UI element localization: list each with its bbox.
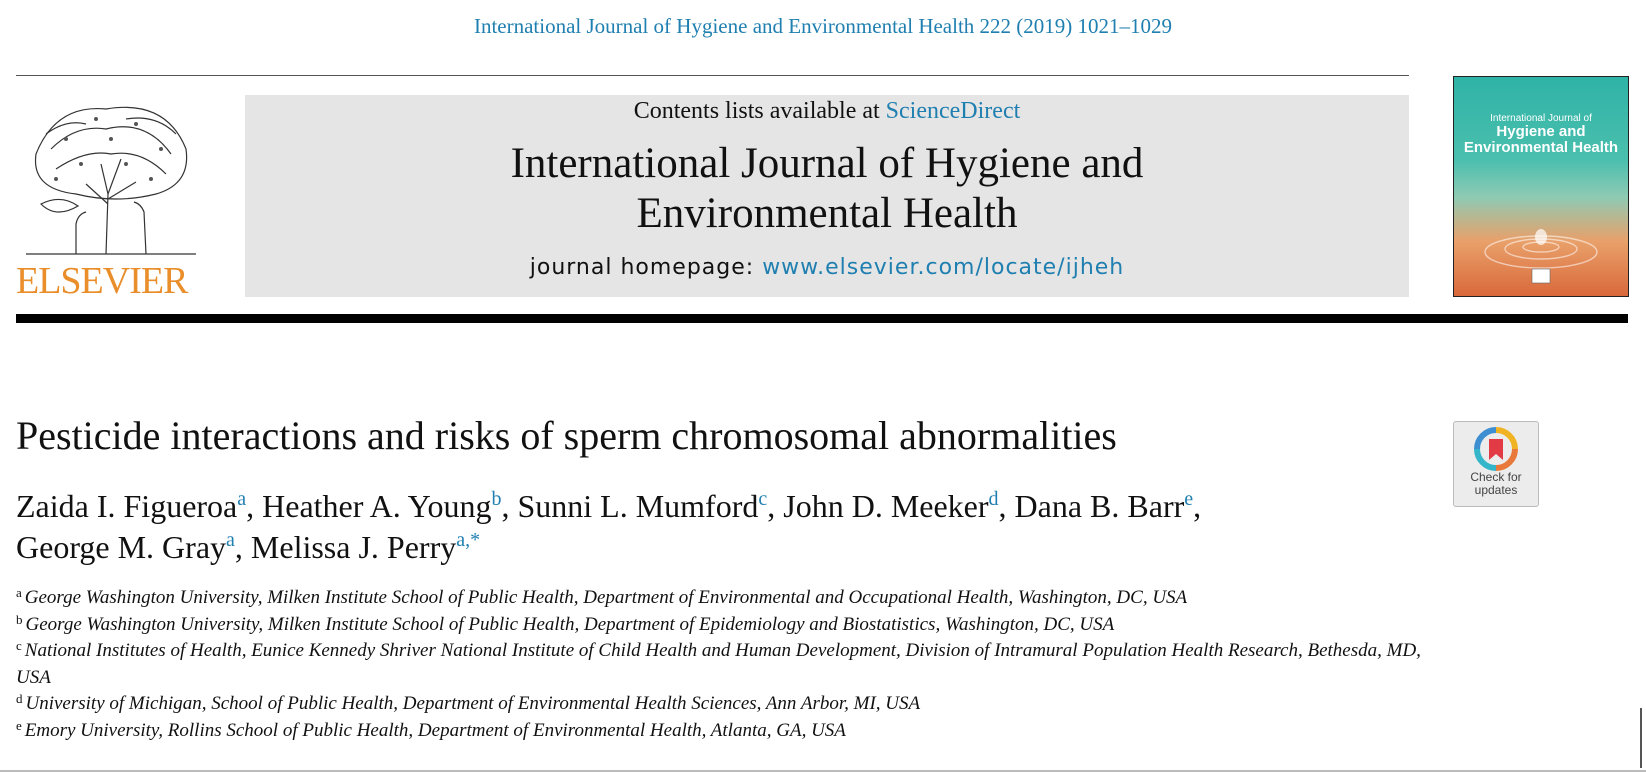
page-edge-marker [1640,708,1642,768]
author-affiliation-ref[interactable]: b [491,488,502,510]
author-separator: , [998,488,1015,524]
check-for-updates-button[interactable] [1453,421,1539,507]
publisher-logo[interactable] [16,94,202,300]
journal-title-line-2: Environmental Health [636,190,1018,237]
author-name[interactable]: Melissa J. Perry [250,529,457,565]
affiliation-item [16,638,1436,691]
author-separator: , [246,488,263,524]
journal-cover[interactable] [1453,76,1629,297]
author-name[interactable]: Zaida I. Figueroa [16,488,238,524]
contents-line [245,95,1409,127]
author-name[interactable]: Heather A. Young [262,488,492,524]
author-separator: , [234,529,251,565]
affiliation-key: c [16,638,22,653]
author-separator: , [501,488,518,524]
affiliation-key: e [16,717,22,733]
affiliation-key: a [16,585,22,600]
author-affiliation-ref[interactable]: a [226,529,235,551]
affiliation-text: George Washington University, Milken Institute School of Public Health, Department of Environmental and Occupational Health, Washington, DC, USA [24,587,1188,608]
affiliation-text: Emory University, Rollins School of Public Health, Department of Environmental Health, Atlanta, GA, USA [24,719,846,741]
cover-title-line-3: Environmental Health [1463,139,1619,156]
check-updates-line-2: updates [1474,483,1518,497]
affiliation-list [16,585,1436,744]
journal-homepage [245,255,1409,280]
journal-title [245,139,1409,239]
journal-citation[interactable]: International Journal of Hygiene and Environmental Health 222 (2019) 1021–1029 [473,14,1173,38]
affiliation-item [16,718,1436,745]
affiliation-text: George Washington University, Milken Institute School of Public Health, Department of Epidemiology and Biostatistics, Washington, DC, USA [25,613,1115,635]
author-affiliation-ref[interactable]: c [758,488,768,510]
affiliation-text: National Institutes of Health, Eunice Kennedy Shriver National Institute of Child Health and Human Development, Division of Intramural Population Health Research, Bethesda, MD, USA [16,640,1421,688]
affiliation-key: b [16,611,23,627]
author-separator: , [1193,488,1202,524]
affiliation-key: d [16,691,23,706]
check-updates-line-1: Check for [1470,470,1522,484]
header-divider [16,314,1628,323]
top-divider [16,75,1409,76]
bottom-divider [0,770,1646,772]
author-list [16,486,1416,568]
author-affiliation-ref[interactable]: a,* [456,529,481,551]
sciencedirect-link[interactable]: ScienceDirect [885,98,1021,124]
cover-title-line-2: Hygiene and [1496,123,1586,140]
affiliation-text: University of Michigan, School of Public Health, Department of Environmental Health Sciences, Ann Arbor, MI, USA [25,693,921,714]
affiliation-item [16,691,1436,718]
journal-masthead [245,95,1409,297]
author-affiliation-ref[interactable]: e [1184,488,1194,510]
bookmark-icon [1474,427,1518,471]
affiliation-item [16,612,1436,639]
author-affiliation-ref[interactable]: d [988,488,999,510]
tree-icon [16,94,202,258]
author-separator: , [767,488,784,524]
author-name[interactable]: Dana B. Barr [1014,488,1185,524]
publisher-name: ELSEVIER [16,260,188,302]
journal-title-line-1: International Journal of Hygiene and [510,140,1144,187]
water-drop-icon [1474,197,1608,287]
homepage-link[interactable]: www.elsevier.com/locate/ijheh [762,255,1125,280]
author-name[interactable]: Sunni L. Mumford [517,488,759,524]
article-title: Pesticide interactions and risks of sperm chromosomal abnormalities [16,413,1117,458]
contents-prefix: Contents lists available at [633,98,886,124]
author-affiliation-ref[interactable]: a [237,488,247,510]
affiliation-item [16,585,1436,612]
homepage-prefix: journal homepage: [529,255,763,280]
author-name[interactable]: George M. Gray [16,529,227,565]
cover-title-line-1: International Journal of [1490,113,1592,124]
author-name[interactable]: John D. Meeker [783,488,989,524]
